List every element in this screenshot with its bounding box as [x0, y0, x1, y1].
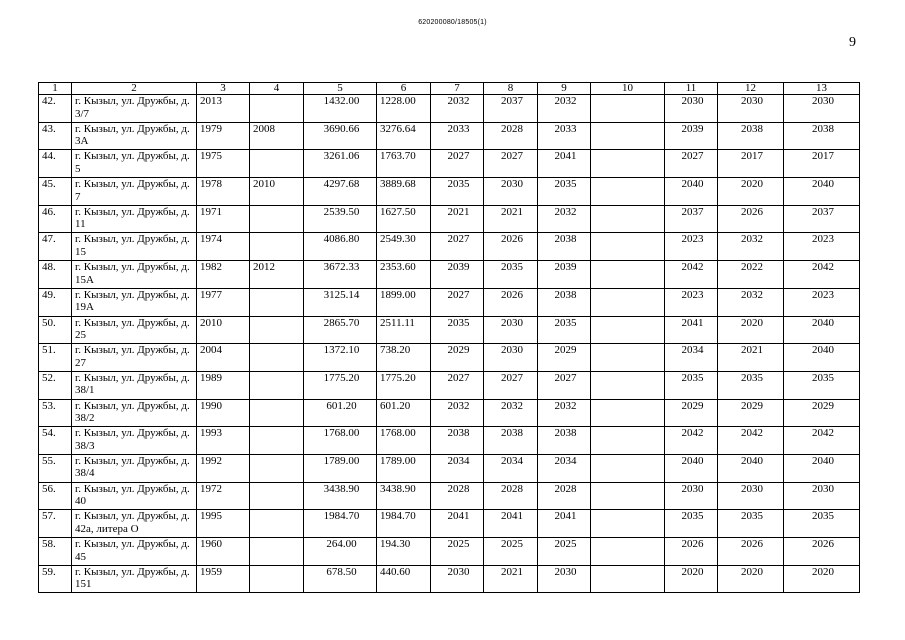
cell-col-10	[591, 344, 665, 372]
cell-row-number: 46.	[39, 205, 72, 233]
cell-col-10	[591, 371, 665, 399]
cell-year-reconstructed	[250, 233, 304, 261]
column-header-9: 9	[538, 83, 591, 95]
column-header-12: 12	[718, 83, 784, 95]
cell-row-number: 43.	[39, 122, 72, 150]
cell-col-9-year: 2025	[538, 538, 591, 566]
cell-col-7-year: 2041	[431, 510, 484, 538]
cell-address: г. Кызыл, ул. Дружбы, д. 27	[72, 344, 197, 372]
cell-living-area: 738.20	[377, 344, 431, 372]
cell-col-9-year: 2035	[538, 316, 591, 344]
cell-col-13-year: 2029	[784, 399, 860, 427]
cell-living-area: 1899.00	[377, 288, 431, 316]
cell-col-7-year: 2027	[431, 233, 484, 261]
column-header-7: 7	[431, 83, 484, 95]
cell-col-11-year: 2027	[665, 150, 718, 178]
table-row	[39, 427, 860, 455]
column-header-8: 8	[484, 83, 538, 95]
cell-col-8-year: 2032	[484, 399, 538, 427]
cell-col-8-year: 2027	[484, 150, 538, 178]
cell-col-8-year: 2026	[484, 233, 538, 261]
column-header-6: 6	[377, 83, 431, 95]
cell-year-reconstructed	[250, 371, 304, 399]
cell-col-11-year: 2039	[665, 122, 718, 150]
cell-col-12-year: 2032	[718, 233, 784, 261]
cell-col-7-year: 2028	[431, 482, 484, 510]
data-table	[38, 82, 860, 593]
cell-col-9-year: 2038	[538, 427, 591, 455]
cell-row-number: 42.	[39, 95, 72, 123]
cell-col-11-year: 2035	[665, 510, 718, 538]
table-row	[39, 233, 860, 261]
cell-col-8-year: 2037	[484, 95, 538, 123]
cell-year-built: 1977	[197, 288, 250, 316]
cell-year-built: 1975	[197, 150, 250, 178]
cell-year-reconstructed	[250, 95, 304, 123]
cell-row-number: 51.	[39, 344, 72, 372]
cell-col-8-year: 2027	[484, 371, 538, 399]
cell-col-9-year: 2032	[538, 205, 591, 233]
cell-address: г. Кызыл, ул. Дружбы, д. 5	[72, 150, 197, 178]
cell-year-reconstructed	[250, 399, 304, 427]
cell-total-area: 2539.50	[304, 205, 377, 233]
cell-year-built: 1971	[197, 205, 250, 233]
cell-col-13-year: 2035	[784, 371, 860, 399]
cell-col-10	[591, 95, 665, 123]
cell-col-9-year: 2033	[538, 122, 591, 150]
cell-address: г. Кызыл, ул. Дружбы, д. 3А	[72, 122, 197, 150]
cell-col-10	[591, 122, 665, 150]
column-header-4: 4	[250, 83, 304, 95]
page-number: 9	[849, 35, 856, 50]
cell-col-13-year: 2040	[784, 316, 860, 344]
cell-col-12-year: 2032	[718, 288, 784, 316]
cell-year-reconstructed	[250, 205, 304, 233]
cell-address: г. Кызыл, ул. Дружбы, д. 38/1	[72, 371, 197, 399]
cell-col-9-year: 2041	[538, 510, 591, 538]
cell-row-number: 48.	[39, 261, 72, 289]
cell-total-area: 1789.00	[304, 454, 377, 482]
column-header-2: 2	[72, 83, 197, 95]
cell-col-11-year: 2035	[665, 371, 718, 399]
cell-year-built: 1989	[197, 371, 250, 399]
cell-col-8-year: 2021	[484, 565, 538, 593]
cell-living-area: 601.20	[377, 399, 431, 427]
cell-total-area: 4297.68	[304, 178, 377, 206]
cell-row-number: 52.	[39, 371, 72, 399]
cell-col-8-year: 2028	[484, 122, 538, 150]
cell-row-number: 49.	[39, 288, 72, 316]
cell-living-area: 1763.70	[377, 150, 431, 178]
header-row	[39, 83, 860, 95]
cell-col-10	[591, 288, 665, 316]
cell-col-12-year: 2035	[718, 510, 784, 538]
cell-total-area: 264.00	[304, 538, 377, 566]
table-row	[39, 482, 860, 510]
cell-year-built: 2004	[197, 344, 250, 372]
cell-row-number: 59.	[39, 565, 72, 593]
cell-year-built: 1993	[197, 427, 250, 455]
column-header-10: 10	[591, 83, 665, 95]
cell-col-13-year: 2023	[784, 233, 860, 261]
cell-col-12-year: 2040	[718, 454, 784, 482]
cell-col-13-year: 2020	[784, 565, 860, 593]
cell-row-number: 56.	[39, 482, 72, 510]
cell-col-10	[591, 427, 665, 455]
table-row	[39, 95, 860, 123]
cell-col-12-year: 2030	[718, 95, 784, 123]
cell-col-8-year: 2030	[484, 178, 538, 206]
cell-year-reconstructed	[250, 454, 304, 482]
cell-col-13-year: 2038	[784, 122, 860, 150]
cell-col-12-year: 2026	[718, 538, 784, 566]
cell-col-8-year: 2035	[484, 261, 538, 289]
cell-address: г. Кызыл, ул. Дружбы, д. 38/2	[72, 399, 197, 427]
cell-col-11-year: 2030	[665, 482, 718, 510]
table-row	[39, 399, 860, 427]
column-header-13: 13	[784, 83, 860, 95]
cell-living-area: 2549.30	[377, 233, 431, 261]
cell-col-11-year: 2040	[665, 178, 718, 206]
cell-total-area: 1775.20	[304, 371, 377, 399]
cell-col-11-year: 2040	[665, 454, 718, 482]
cell-address: г. Кызыл, ул. Дружбы, д. 38/4	[72, 454, 197, 482]
cell-row-number: 47.	[39, 233, 72, 261]
cell-year-reconstructed	[250, 316, 304, 344]
cell-col-8-year: 2034	[484, 454, 538, 482]
cell-col-11-year: 2026	[665, 538, 718, 566]
cell-living-area: 1775.20	[377, 371, 431, 399]
cell-col-12-year: 2020	[718, 565, 784, 593]
cell-col-11-year: 2023	[665, 288, 718, 316]
cell-total-area: 1372.10	[304, 344, 377, 372]
cell-living-area: 1789.00	[377, 454, 431, 482]
cell-col-13-year: 2030	[784, 482, 860, 510]
cell-address: г. Кызыл, ул. Дружбы, д. 7	[72, 178, 197, 206]
cell-col-7-year: 2032	[431, 399, 484, 427]
cell-col-8-year: 2021	[484, 205, 538, 233]
cell-year-built: 1972	[197, 482, 250, 510]
cell-row-number: 53.	[39, 399, 72, 427]
column-header-3: 3	[197, 83, 250, 95]
cell-col-11-year: 2042	[665, 261, 718, 289]
cell-col-7-year: 2035	[431, 316, 484, 344]
cell-address: г. Кызыл, ул. Дружбы, д. 15	[72, 233, 197, 261]
cell-total-area: 2865.70	[304, 316, 377, 344]
cell-address: г. Кызыл, ул. Дружбы, д. 45	[72, 538, 197, 566]
cell-total-area: 601.20	[304, 399, 377, 427]
cell-total-area: 3261.06	[304, 150, 377, 178]
cell-col-7-year: 2039	[431, 261, 484, 289]
cell-living-area: 194.30	[377, 538, 431, 566]
cell-col-8-year: 2026	[484, 288, 538, 316]
table-row	[39, 538, 860, 566]
cell-col-10	[591, 482, 665, 510]
cell-col-11-year: 2023	[665, 233, 718, 261]
cell-year-reconstructed: 2008	[250, 122, 304, 150]
cell-col-10	[591, 233, 665, 261]
cell-col-9-year: 2035	[538, 178, 591, 206]
cell-col-13-year: 2030	[784, 95, 860, 123]
cell-row-number: 54.	[39, 427, 72, 455]
cell-col-13-year: 2042	[784, 427, 860, 455]
table-row	[39, 150, 860, 178]
table-row	[39, 122, 860, 150]
cell-living-area: 3276.64	[377, 122, 431, 150]
cell-address: г. Кызыл, ул. Дружбы, д. 25	[72, 316, 197, 344]
table-row	[39, 205, 860, 233]
cell-col-10	[591, 261, 665, 289]
cell-col-9-year: 2032	[538, 399, 591, 427]
cell-year-built: 1979	[197, 122, 250, 150]
cell-row-number: 50.	[39, 316, 72, 344]
cell-col-10	[591, 538, 665, 566]
cell-year-built: 1990	[197, 399, 250, 427]
cell-living-area: 3889.68	[377, 178, 431, 206]
cell-col-10	[591, 565, 665, 593]
cell-year-built: 1992	[197, 454, 250, 482]
cell-col-13-year: 2040	[784, 344, 860, 372]
cell-total-area: 3690.66	[304, 122, 377, 150]
cell-total-area: 1432.00	[304, 95, 377, 123]
cell-col-12-year: 2038	[718, 122, 784, 150]
cell-col-10	[591, 178, 665, 206]
cell-row-number: 45.	[39, 178, 72, 206]
cell-col-9-year: 2030	[538, 565, 591, 593]
cell-year-built: 1960	[197, 538, 250, 566]
cell-col-12-year: 2021	[718, 344, 784, 372]
cell-col-11-year: 2030	[665, 95, 718, 123]
table-row	[39, 316, 860, 344]
cell-col-9-year: 2032	[538, 95, 591, 123]
cell-col-12-year: 2030	[718, 482, 784, 510]
cell-year-built: 2010	[197, 316, 250, 344]
cell-col-9-year: 2038	[538, 233, 591, 261]
cell-address: г. Кызыл, ул. Дружбы, д. 15А	[72, 261, 197, 289]
cell-col-7-year: 2033	[431, 122, 484, 150]
cell-year-built: 1982	[197, 261, 250, 289]
cell-col-7-year: 2027	[431, 288, 484, 316]
cell-col-7-year: 2038	[431, 427, 484, 455]
cell-year-reconstructed	[250, 344, 304, 372]
cell-living-area: 1228.00	[377, 95, 431, 123]
cell-col-8-year: 2028	[484, 482, 538, 510]
cell-total-area: 1984.70	[304, 510, 377, 538]
cell-total-area: 3125.14	[304, 288, 377, 316]
cell-row-number: 57.	[39, 510, 72, 538]
table-row	[39, 371, 860, 399]
cell-col-12-year: 2020	[718, 178, 784, 206]
table-row	[39, 178, 860, 206]
column-header-1: 1	[39, 83, 72, 95]
cell-year-reconstructed	[250, 565, 304, 593]
cell-col-7-year: 2025	[431, 538, 484, 566]
cell-col-8-year: 2030	[484, 316, 538, 344]
cell-living-area: 3438.90	[377, 482, 431, 510]
table-row	[39, 454, 860, 482]
cell-col-9-year: 2029	[538, 344, 591, 372]
cell-col-7-year: 2035	[431, 178, 484, 206]
cell-row-number: 44.	[39, 150, 72, 178]
cell-year-built: 2013	[197, 95, 250, 123]
cell-col-13-year: 2017	[784, 150, 860, 178]
cell-total-area: 3438.90	[304, 482, 377, 510]
table-row	[39, 344, 860, 372]
table-row	[39, 510, 860, 538]
cell-row-number: 55.	[39, 454, 72, 482]
table-row	[39, 288, 860, 316]
column-header-5: 5	[304, 83, 377, 95]
cell-living-area: 1984.70	[377, 510, 431, 538]
cell-col-7-year: 2032	[431, 95, 484, 123]
cell-col-13-year: 2037	[784, 205, 860, 233]
cell-living-area: 2511.11	[377, 316, 431, 344]
table-row	[39, 565, 860, 593]
cell-col-10	[591, 510, 665, 538]
cell-col-13-year: 2040	[784, 178, 860, 206]
cell-year-reconstructed	[250, 538, 304, 566]
cell-col-10	[591, 316, 665, 344]
cell-year-reconstructed	[250, 288, 304, 316]
cell-col-7-year: 2021	[431, 205, 484, 233]
cell-total-area: 3672.33	[304, 261, 377, 289]
cell-col-11-year: 2041	[665, 316, 718, 344]
cell-year-reconstructed: 2010	[250, 178, 304, 206]
cell-col-11-year: 2034	[665, 344, 718, 372]
cell-col-13-year: 2023	[784, 288, 860, 316]
document-id: 620200080/18505(1)	[418, 19, 487, 26]
cell-address: г. Кызыл, ул. Дружбы, д. 11	[72, 205, 197, 233]
cell-address: г. Кызыл, ул. Дружбы, д. 151	[72, 565, 197, 593]
cell-col-9-year: 2027	[538, 371, 591, 399]
cell-col-7-year: 2030	[431, 565, 484, 593]
cell-year-built: 1995	[197, 510, 250, 538]
cell-row-number: 58.	[39, 538, 72, 566]
cell-col-7-year: 2027	[431, 150, 484, 178]
cell-col-12-year: 2042	[718, 427, 784, 455]
cell-col-9-year: 2038	[538, 288, 591, 316]
cell-address: г. Кызыл, ул. Дружбы, д. 19А	[72, 288, 197, 316]
cell-col-12-year: 2020	[718, 316, 784, 344]
cell-col-13-year: 2026	[784, 538, 860, 566]
cell-year-built: 1959	[197, 565, 250, 593]
cell-address: г. Кызыл, ул. Дружбы, д. 38/3	[72, 427, 197, 455]
cell-address: г. Кызыл, ул. Дружбы, д. 42а, литера О	[72, 510, 197, 538]
cell-col-10	[591, 150, 665, 178]
cell-total-area: 4086.80	[304, 233, 377, 261]
cell-year-reconstructed	[250, 427, 304, 455]
cell-col-11-year: 2042	[665, 427, 718, 455]
cell-col-11-year: 2037	[665, 205, 718, 233]
cell-col-7-year: 2027	[431, 371, 484, 399]
table-row	[39, 261, 860, 289]
cell-col-13-year: 2040	[784, 454, 860, 482]
cell-living-area: 1627.50	[377, 205, 431, 233]
cell-total-area: 1768.00	[304, 427, 377, 455]
cell-col-10	[591, 399, 665, 427]
cell-total-area: 678.50	[304, 565, 377, 593]
cell-col-9-year: 2041	[538, 150, 591, 178]
cell-living-area: 440.60	[377, 565, 431, 593]
cell-col-13-year: 2042	[784, 261, 860, 289]
cell-col-8-year: 2030	[484, 344, 538, 372]
cell-year-reconstructed	[250, 510, 304, 538]
cell-year-reconstructed	[250, 482, 304, 510]
cell-year-built: 1978	[197, 178, 250, 206]
cell-col-12-year: 2017	[718, 150, 784, 178]
cell-col-8-year: 2025	[484, 538, 538, 566]
cell-col-9-year: 2039	[538, 261, 591, 289]
cell-col-9-year: 2028	[538, 482, 591, 510]
cell-col-8-year: 2038	[484, 427, 538, 455]
cell-col-12-year: 2026	[718, 205, 784, 233]
cell-col-12-year: 2035	[718, 371, 784, 399]
cell-year-built: 1974	[197, 233, 250, 261]
column-header-11: 11	[665, 83, 718, 95]
cell-col-9-year: 2034	[538, 454, 591, 482]
cell-col-11-year: 2029	[665, 399, 718, 427]
cell-address: г. Кызыл, ул. Дружбы, д. 3/7	[72, 95, 197, 123]
cell-col-10	[591, 454, 665, 482]
cell-col-11-year: 2020	[665, 565, 718, 593]
cell-col-13-year: 2035	[784, 510, 860, 538]
cell-col-12-year: 2029	[718, 399, 784, 427]
cell-col-7-year: 2034	[431, 454, 484, 482]
cell-year-reconstructed: 2012	[250, 261, 304, 289]
cell-col-12-year: 2022	[718, 261, 784, 289]
cell-col-8-year: 2041	[484, 510, 538, 538]
cell-col-10	[591, 205, 665, 233]
cell-address: г. Кызыл, ул. Дружбы, д. 40	[72, 482, 197, 510]
cell-year-reconstructed	[250, 150, 304, 178]
cell-living-area: 1768.00	[377, 427, 431, 455]
cell-col-7-year: 2029	[431, 344, 484, 372]
cell-living-area: 2353.60	[377, 261, 431, 289]
